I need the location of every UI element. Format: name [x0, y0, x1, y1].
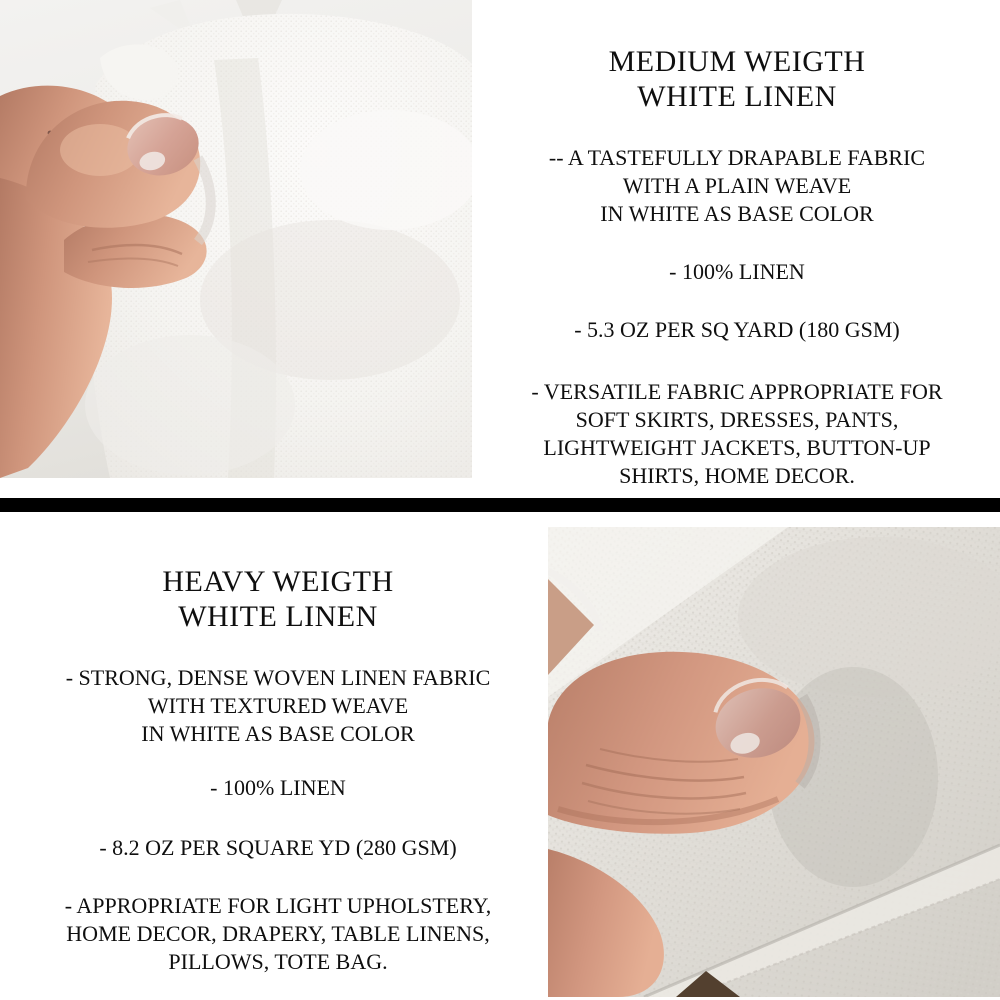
heavy-intro-line: - STRONG, DENSE WOVEN LINEN FABRIC [65, 665, 491, 690]
medium-linen-photo [0, 0, 472, 478]
heavy-intro-line: WITH TEXTURED WEAVE [147, 693, 409, 718]
section-divider-bar [0, 498, 1000, 512]
heavy-intro-line: IN WHITE AS BASE COLOR [141, 721, 415, 746]
medium-intro-line: WITH A PLAIN WEAVE [622, 173, 852, 198]
heavy-linen-text-block [0, 512, 556, 976]
heavy-weight-spec: - 8.2 OZ PER SQUARE YD (280 GSM) [99, 835, 457, 860]
medium-title-line-2: WHITE LINEN [637, 80, 837, 113]
heavy-composition: - 100% LINEN [210, 775, 346, 800]
heavy-title-line-1: HEAVY WEIGTH [162, 565, 394, 598]
medium-uses-line: LIGHTWEIGHT JACKETS, BUTTON-UP [543, 435, 931, 460]
heavy-uses-line: - APPROPRIATE FOR LIGHT UPHOLSTERY, [64, 893, 492, 918]
heavy-uses-line: PILLOWS, TOTE BAG. [168, 949, 388, 974]
medium-linen-photo-art [0, 0, 472, 478]
medium-linen-text-block [478, 0, 996, 490]
medium-uses-line: SOFT SKIRTS, DRESSES, PANTS, [575, 407, 899, 432]
medium-intro-line: -- A TASTEFULLY DRAPABLE FABRIC [548, 145, 926, 170]
heavy-linen-photo [548, 527, 1000, 997]
medium-intro-line: IN WHITE AS BASE COLOR [600, 201, 874, 226]
medium-uses-line: - VERSATILE FABRIC APPROPRIATE FOR [531, 379, 943, 404]
medium-uses-line: SHIRTS, HOME DECOR. [619, 463, 855, 488]
heavy-uses-line: HOME DECOR, DRAPERY, TABLE LINENS, [66, 921, 490, 946]
medium-weight-spec: - 5.3 OZ PER SQ YARD (180 GSM) [574, 317, 900, 342]
heavy-title-line-2: WHITE LINEN [178, 600, 378, 633]
medium-title-line-1: MEDIUM WEIGTH [608, 45, 866, 78]
heavy-linen-photo-art [548, 527, 1000, 997]
medium-composition: - 100% LINEN [669, 259, 805, 284]
